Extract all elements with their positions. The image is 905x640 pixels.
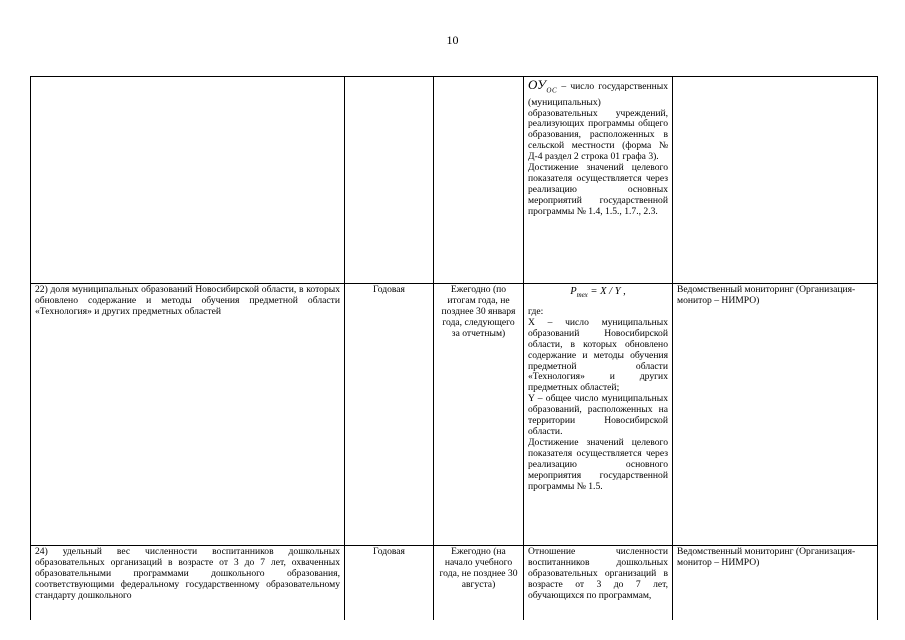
source-cell: Ведомственный мониторинг (Организация-монитор – НИМРО) xyxy=(673,546,878,620)
frequency-cell xyxy=(434,77,524,284)
method-text: Y – общее число муниципальных образований, расположенных на территории Новосибирской области. xyxy=(528,393,668,437)
frequency-cell: Ежегодно (на начало учебного года, не позднее 30 августа) xyxy=(434,546,524,620)
formula-os: $ОУ_{ОС}$ – число государственных (муниципальных) образовательных учреждений, реализующих программы общего образования, расположенных в сельской местности (форма № Д-4 раздел 2 строка 01 графа 3). xyxy=(528,77,668,163)
indicators-table xyxy=(30,76,878,620)
formula-tex: $P_{тех} = X / Y$ , xyxy=(570,286,626,300)
source-cell: Ведомственный мониторинг (Организация-монитор – НИМРО) xyxy=(673,284,878,546)
table-row xyxy=(31,284,878,546)
method-where: где: xyxy=(528,306,544,317)
page-number: 10 xyxy=(446,33,459,47)
method-text: Достижение значений целевого показателя осуществляется через реализацию основных мероприятий государственной программы № 1.4, 1.5., 1.7., 2.3. xyxy=(528,162,668,217)
indicator-cell xyxy=(31,77,345,284)
periodicity-cell xyxy=(345,77,434,284)
frequency-cell: Ежегодно (по итогам года, не позднее 30 января года, следующего за отчетным) xyxy=(434,284,524,546)
periodicity-cell: Годовая xyxy=(345,546,434,620)
table-row xyxy=(31,77,878,284)
method-cell xyxy=(524,284,673,546)
method-cell xyxy=(524,77,673,284)
method-text: Достижение значений целевого показателя осуществляется через реализацию основного мероприятия государственной программы № 1.5. xyxy=(528,436,668,492)
periodicity-cell: Годовая xyxy=(345,284,434,546)
method-text: Отношение численности воспитанников дошкольных образовательных организаций в возрасте от 3 до 7 лет, обучающихся по программам, xyxy=(528,546,668,601)
indicator-cell: 22) доля муниципальных образований Новосибирской области, в которых обновлено содержание и методы обучения предметной области «Технология» и других предметных областей xyxy=(31,284,345,546)
indicator-cell: 24) удельный вес численности воспитанников дошкольных образовательных организаций в возрасте от 3 до 7 лет, охваченных образовательными программами дошкольного образования, соответствующими федеральному государственному образовательному стандарту дошкольного xyxy=(31,546,345,620)
table-row xyxy=(31,546,878,620)
method-text: число государственных (муниципальных) образовательных учреждений, реализующих программы общего образования, расположенных в сельской местности (форма № Д-4 раздел 2 строка 01 графа 3). xyxy=(528,81,668,163)
method-text: X – число муниципальных образований Новосибирской области, в которых обновлено содержание и методы обучения предметной области «Технология» и других предметных областей; xyxy=(528,316,668,394)
method-cell xyxy=(524,546,673,620)
source-cell xyxy=(673,77,878,284)
